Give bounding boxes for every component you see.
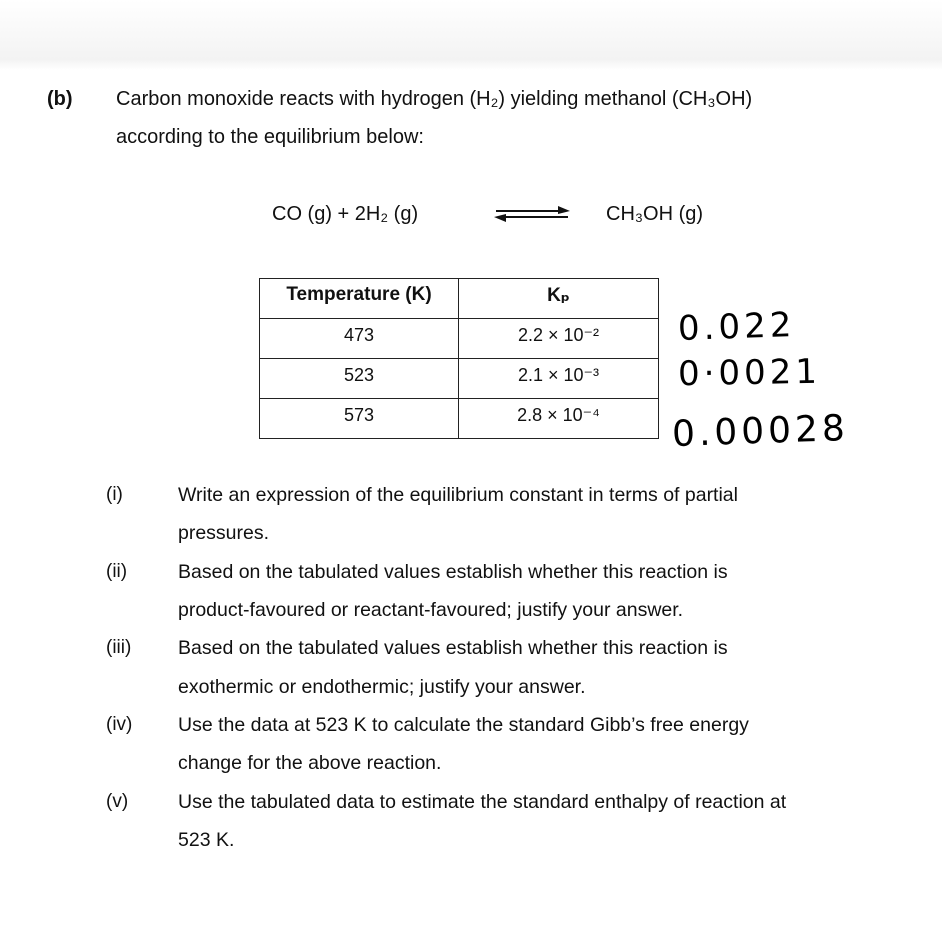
subquestion-text-line2: exothermic or endothermic; justify your answer. <box>178 676 586 698</box>
subquestion-number: (v) <box>106 791 129 812</box>
subquestion-text-line2: product-favoured or reactant-favoured; justify your answer. <box>178 599 684 621</box>
cell-temperature: 523 <box>260 359 459 399</box>
equilibrium-arrow-icon <box>492 203 572 227</box>
handwritten-value: 0·0021 <box>677 351 822 395</box>
cell-kp: 2.8 × 10⁻⁴ <box>459 399 659 439</box>
subquestion-number: (ii) <box>106 561 128 582</box>
subquestion-number: (iv) <box>106 714 133 735</box>
question-intro-line1: Carbon monoxide reacts with hydrogen (H₂) yielding methanol (CH₃OH) <box>116 88 753 110</box>
header-temperature: Temperature (K) <box>260 279 459 319</box>
header-kp: Kₚ <box>459 279 659 319</box>
equation-reactants: CO (g) + 2H₂ (g) <box>272 203 419 225</box>
subquestion-text-line1: Based on the tabulated values establish whether this reaction is <box>178 561 728 583</box>
subquestion-text-line2: 523 K. <box>178 829 235 851</box>
cell-kp: 2.1 × 10⁻³ <box>459 359 659 399</box>
subquestion-text-line1: Use the tabulated data to estimate the standard enthalpy of reaction at <box>178 791 787 813</box>
cell-temperature: 573 <box>260 399 459 439</box>
subquestion-number: (i) <box>106 484 123 505</box>
subquestion-text-line1: Use the data at 523 K to calculate the standard Gibb’s free energy <box>178 714 749 736</box>
table-row <box>260 319 659 359</box>
table-header-row <box>260 279 659 319</box>
subquestion-text-line2: pressures. <box>178 522 270 544</box>
equation-products: CH₃OH (g) <box>606 203 704 225</box>
table-row <box>260 399 659 439</box>
question-label: (b) <box>47 88 73 110</box>
cell-temperature: 473 <box>260 319 459 359</box>
subquestion-number: (iii) <box>106 637 132 658</box>
question-intro-line2: according to the equilibrium below: <box>116 126 424 148</box>
subquestion-text-line1: Write an expression of the equilibrium constant in terms of partial <box>178 484 738 506</box>
table-row <box>260 359 659 399</box>
top-shadow <box>0 0 942 70</box>
handwritten-value: 0.00028 <box>671 407 850 456</box>
kp-table <box>259 278 659 439</box>
subquestion-text-line1: Based on the tabulated values establish whether this reaction is <box>178 637 728 659</box>
subquestion-text-line2: change for the above reaction. <box>178 752 442 774</box>
cell-kp: 2.2 × 10⁻² <box>459 319 659 359</box>
handwritten-value: 0.022 <box>677 304 797 350</box>
